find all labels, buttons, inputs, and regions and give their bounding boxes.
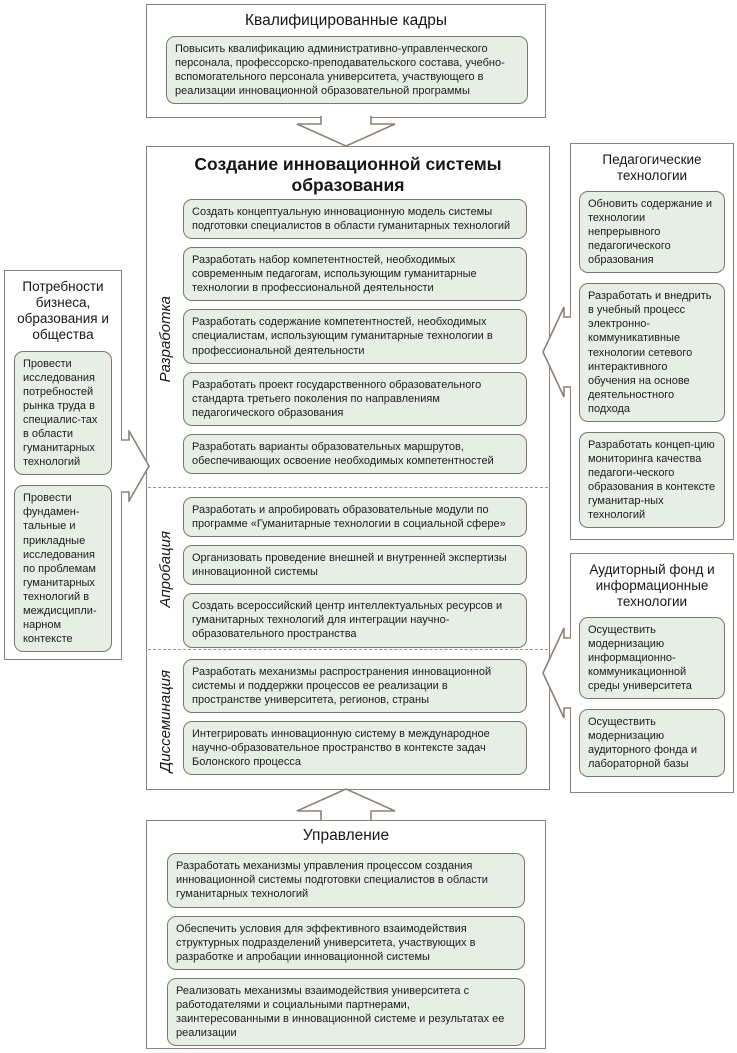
section-dissemination-label: Диссеминация xyxy=(156,669,174,773)
section-approbation-label: Апробация xyxy=(156,530,174,608)
section-approbation xyxy=(147,491,549,647)
task-box: Разработать механизмы управления процессом создания инновационной системы подготовки специалистов в области гуманитарных технологий xyxy=(167,853,525,907)
task-box: Разработать и внедрить в учебный процесс электронно-коммуникативные технологии сетевого интерактивного обучения на основе деятельностного подхода xyxy=(579,283,725,422)
task-box: Осуществить модернизацию аудиторного фонда и лабораторной базы xyxy=(579,709,725,777)
task-box: Создать концептуальную инновационную модель системы подготовки специалистов в области гуманитарных технологий xyxy=(183,199,527,239)
business-needs-panel xyxy=(4,270,122,660)
task-box: Разработать варианты образовательных маршрутов, обеспечивающих освоение необходимых компетентностей xyxy=(183,434,527,474)
management-title: Управление xyxy=(302,827,390,844)
task-box: Разработать содержание компетентностей, необходимых специалистам, использующим гуманитарные технологии в профессиональной деятельности xyxy=(183,309,527,363)
section-divider xyxy=(148,649,548,650)
task-box: Провести фундамен-тальные и прикладные исследования по проблемам гуманитарных технологий в междисципли-нарном контексте xyxy=(14,485,112,652)
task-box: Разработать концеп-цию мониторинга качества педагоги-ческого образования в контексте гуманитар-ных технологий xyxy=(579,432,725,528)
business-needs-boxes xyxy=(5,343,121,652)
task-box: Обеспечить условия для эффективного взаимодействия структурных подразделений университета, участвующих в разработке и апробации инновационной системы xyxy=(167,916,525,970)
auditorium-fund-panel xyxy=(570,553,734,793)
pedagogical-tech-title: Педагогические технологии xyxy=(602,152,702,183)
auditorium-fund-boxes xyxy=(571,610,733,778)
pedagogical-tech-boxes xyxy=(571,184,733,529)
auditorium-fund-title: Аудиторный фонд и информационные технологии xyxy=(589,562,715,609)
task-box: Осуществить модернизацию информационно-коммуникационной среды университета xyxy=(579,617,725,699)
section-divider xyxy=(148,487,548,488)
task-box: Разработать проект государственного образовательного стандарта третьего поколения по направлениям педагогического образования xyxy=(183,372,527,426)
task-box: Организовать проведение внешней и внутренней экспертизы инновационной системы xyxy=(183,545,527,585)
task-box: Провести исследования потребностей рынка труда в специалис-тах в области гуманитарных технологий xyxy=(14,351,112,476)
arrow-up-icon xyxy=(294,787,398,820)
management-boxes xyxy=(147,845,545,1046)
task-box: Создать всероссийский центр интеллектуальных ресурсов и гуманитарных технологий для интеграции научно-образовательного пространства xyxy=(183,593,527,647)
section-dissemination-boxes xyxy=(183,653,549,789)
pedagogical-tech-panel xyxy=(570,143,734,540)
arrow-down-icon xyxy=(294,116,398,148)
section-development-boxes xyxy=(183,193,549,485)
arrow-left-icon xyxy=(541,305,571,399)
section-label-wrap xyxy=(147,491,183,647)
business-needs-title: Потребности бизнеса, образования и общества xyxy=(17,279,109,342)
task-box: Разработать и апробировать образовательные модули по программе «Гуманитарные технологии в социальной сфере» xyxy=(183,497,527,537)
section-label-wrap xyxy=(147,193,183,485)
section-dissemination xyxy=(147,653,549,789)
innovation-system-panel xyxy=(146,146,550,790)
innovation-system-title: Создание инновационной системы образования xyxy=(194,154,502,195)
task-box: Разработать набор компетентностей, необходимых современным педагогам, использующим гуманитарные технологии в профессиональной деятельности xyxy=(183,247,527,301)
task-box: Обновить содержание и технологии непрерывного педагогического образования xyxy=(579,191,725,273)
section-development xyxy=(147,193,549,485)
qualified-staff-panel xyxy=(146,4,546,118)
arrow-right-icon xyxy=(121,430,150,502)
qualified-staff-title: Квалифицированные кадры xyxy=(244,12,447,29)
section-approbation-boxes xyxy=(183,491,549,647)
task-box: Разработать механизмы распространения инновационной системы и поддержки процессов ее реализации в пространстве университета, регионов, страны xyxy=(183,659,527,713)
task-box: Реализовать механизмы взаимодействия университета с работодателями и социальными партнерами, заинтересованными в инновационной системе и результатах ее реализации xyxy=(167,978,525,1046)
task-box: Интегрировать инновационную систему в международное научно-образовательное пространство в контексте задач Болонского процесса xyxy=(183,721,527,775)
task-box: Повысить квалификацию административно-управленческого персонала, профессорско-преподавательского состава, учебно-вспомогательного персонала университета, участвующего в реализации инновационной образовательной программы xyxy=(166,36,528,104)
section-label-wrap xyxy=(147,653,183,789)
management-panel xyxy=(146,820,546,1049)
arrow-left-icon xyxy=(541,626,571,720)
section-development-label: Разработка xyxy=(156,295,174,383)
